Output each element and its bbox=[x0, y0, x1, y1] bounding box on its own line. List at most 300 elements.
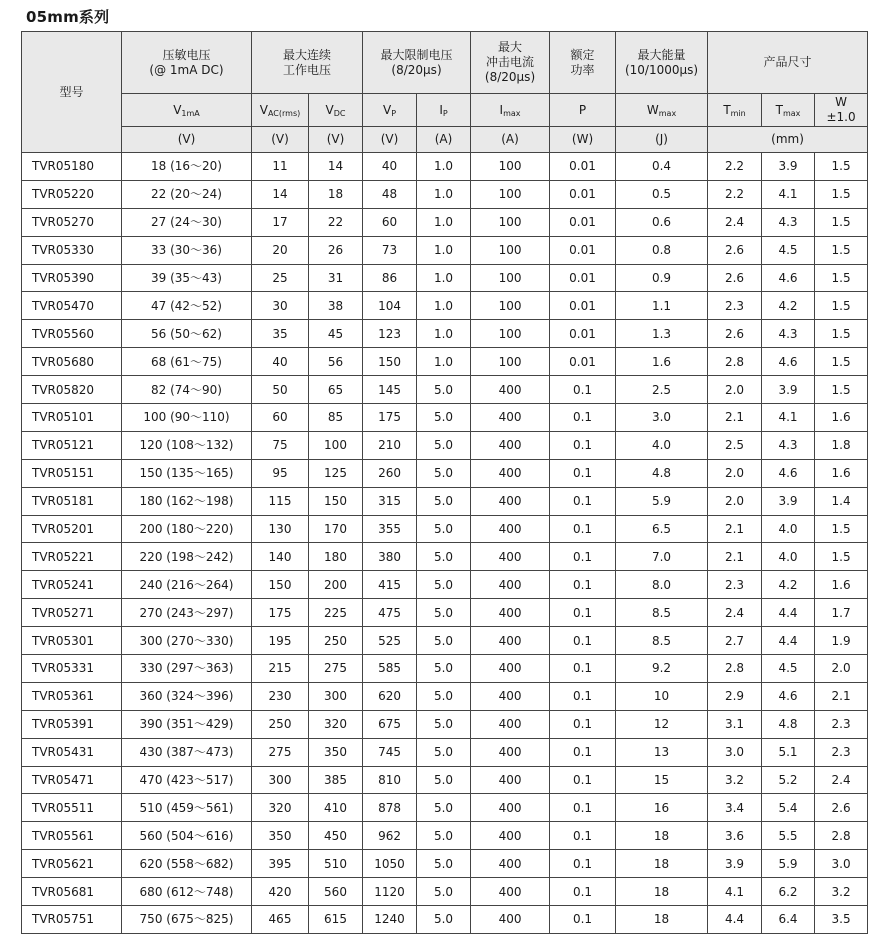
table-row bbox=[22, 627, 868, 655]
cell-width: 1.5 bbox=[815, 515, 868, 543]
cell-model: TVR05181 bbox=[22, 487, 122, 515]
cell-vac: 25 bbox=[252, 264, 309, 292]
cell-vdc: 56 bbox=[309, 348, 363, 376]
cell-vp: 745 bbox=[363, 738, 417, 766]
cell-model: TVR05330 bbox=[22, 236, 122, 264]
cell-model: TVR05471 bbox=[22, 766, 122, 794]
cell-energy: 18 bbox=[616, 822, 708, 850]
sym-tmin-sub: min bbox=[730, 108, 746, 118]
cell-power: 0.1 bbox=[550, 655, 616, 683]
cell-width: 1.5 bbox=[815, 348, 868, 376]
cell-imax: 400 bbox=[471, 571, 550, 599]
cell-ip: 1.0 bbox=[417, 264, 471, 292]
cell-vac: 40 bbox=[252, 348, 309, 376]
cell-varistor-voltage: 360 (324～396) bbox=[122, 682, 252, 710]
cell-tmax: 5.1 bbox=[762, 738, 815, 766]
cell-tmax: 5.9 bbox=[762, 850, 815, 878]
cell-vdc: 125 bbox=[309, 459, 363, 487]
cell-vp: 475 bbox=[363, 599, 417, 627]
cell-model: TVR05241 bbox=[22, 571, 122, 599]
cell-ip: 5.0 bbox=[417, 794, 471, 822]
cell-power: 0.1 bbox=[550, 738, 616, 766]
unit-imax: (A) bbox=[471, 127, 550, 153]
cell-energy: 3.0 bbox=[616, 404, 708, 432]
cell-vac: 11 bbox=[252, 153, 309, 181]
sym-tmax-sub: max bbox=[782, 108, 801, 118]
cell-ip: 5.0 bbox=[417, 850, 471, 878]
cell-energy: 5.9 bbox=[616, 487, 708, 515]
cell-energy: 18 bbox=[616, 906, 708, 934]
cell-vp: 60 bbox=[363, 208, 417, 236]
header-power-line2: 功率 bbox=[570, 62, 595, 77]
sym-vac-main: V bbox=[259, 102, 268, 117]
spec-table bbox=[21, 31, 868, 934]
cell-width: 2.3 bbox=[815, 738, 868, 766]
table-body bbox=[22, 153, 868, 934]
cell-imax: 100 bbox=[471, 292, 550, 320]
cell-tmax: 4.5 bbox=[762, 236, 815, 264]
table-row bbox=[22, 264, 868, 292]
cell-width: 1.5 bbox=[815, 180, 868, 208]
table-row bbox=[22, 710, 868, 738]
cell-varistor-voltage: 47 (42～52) bbox=[122, 292, 252, 320]
cell-energy: 1.1 bbox=[616, 292, 708, 320]
cell-varistor-voltage: 39 (35～43) bbox=[122, 264, 252, 292]
table-row bbox=[22, 487, 868, 515]
cell-width: 1.6 bbox=[815, 571, 868, 599]
cell-energy: 18 bbox=[616, 878, 708, 906]
cell-vac: 60 bbox=[252, 404, 309, 432]
cell-vdc: 350 bbox=[309, 738, 363, 766]
cell-vp: 315 bbox=[363, 487, 417, 515]
cell-imax: 400 bbox=[471, 822, 550, 850]
cell-width: 1.6 bbox=[815, 404, 868, 432]
cell-tmin: 3.0 bbox=[708, 738, 762, 766]
cell-power: 0.01 bbox=[550, 320, 616, 348]
cell-power: 0.1 bbox=[550, 459, 616, 487]
cell-ip: 1.0 bbox=[417, 180, 471, 208]
cell-varistor-voltage: 300 (270～330) bbox=[122, 627, 252, 655]
cell-vac: 50 bbox=[252, 376, 309, 404]
cell-vp: 525 bbox=[363, 627, 417, 655]
sym-ip-sub: P bbox=[442, 108, 448, 118]
cell-width: 1.5 bbox=[815, 292, 868, 320]
sym-tmax bbox=[762, 94, 815, 127]
cell-energy: 13 bbox=[616, 738, 708, 766]
cell-vp: 104 bbox=[363, 292, 417, 320]
cell-model: TVR05151 bbox=[22, 459, 122, 487]
cell-vdc: 65 bbox=[309, 376, 363, 404]
cell-energy: 0.5 bbox=[616, 180, 708, 208]
cell-tmax: 4.6 bbox=[762, 264, 815, 292]
cell-tmin: 2.3 bbox=[708, 571, 762, 599]
cell-energy: 4.8 bbox=[616, 459, 708, 487]
cell-ip: 5.0 bbox=[417, 906, 471, 934]
cell-varistor-voltage: 220 (198～242) bbox=[122, 543, 252, 571]
cell-ip: 5.0 bbox=[417, 543, 471, 571]
cell-model: TVR05431 bbox=[22, 738, 122, 766]
cell-width: 2.3 bbox=[815, 710, 868, 738]
header-max-cont-line2: 工作电压 bbox=[283, 62, 332, 77]
cell-power: 0.1 bbox=[550, 376, 616, 404]
cell-imax: 400 bbox=[471, 738, 550, 766]
cell-vdc: 560 bbox=[309, 878, 363, 906]
sym-vac-sub: AC(rms) bbox=[267, 108, 301, 118]
cell-vdc: 14 bbox=[309, 153, 363, 181]
cell-width: 2.1 bbox=[815, 682, 868, 710]
cell-vac: 300 bbox=[252, 766, 309, 794]
cell-tmin: 2.6 bbox=[708, 236, 762, 264]
cell-vp: 1050 bbox=[363, 850, 417, 878]
cell-energy: 16 bbox=[616, 794, 708, 822]
table-row bbox=[22, 376, 868, 404]
cell-vdc: 510 bbox=[309, 850, 363, 878]
cell-imax: 400 bbox=[471, 515, 550, 543]
table-row bbox=[22, 571, 868, 599]
cell-ip: 5.0 bbox=[417, 766, 471, 794]
cell-model: TVR05391 bbox=[22, 710, 122, 738]
cell-vdc: 18 bbox=[309, 180, 363, 208]
cell-energy: 8.5 bbox=[616, 599, 708, 627]
cell-power: 0.1 bbox=[550, 710, 616, 738]
table-row bbox=[22, 180, 868, 208]
cell-vdc: 410 bbox=[309, 794, 363, 822]
table-row bbox=[22, 208, 868, 236]
cell-vp: 145 bbox=[363, 376, 417, 404]
cell-imax: 100 bbox=[471, 264, 550, 292]
cell-power: 0.1 bbox=[550, 571, 616, 599]
sym-w-line1: W bbox=[835, 95, 847, 109]
cell-model: TVR05331 bbox=[22, 655, 122, 683]
cell-width: 2.8 bbox=[815, 822, 868, 850]
cell-imax: 400 bbox=[471, 710, 550, 738]
cell-tmin: 2.3 bbox=[708, 292, 762, 320]
cell-varistor-voltage: 33 (30～36) bbox=[122, 236, 252, 264]
cell-width: 1.5 bbox=[815, 320, 868, 348]
cell-model: TVR05271 bbox=[22, 599, 122, 627]
cell-vac: 275 bbox=[252, 738, 309, 766]
cell-imax: 400 bbox=[471, 627, 550, 655]
cell-vac: 75 bbox=[252, 431, 309, 459]
cell-model: TVR05561 bbox=[22, 822, 122, 850]
cell-vdc: 180 bbox=[309, 543, 363, 571]
header-max-cont-line1: 最大连续 bbox=[283, 47, 332, 62]
cell-vdc: 250 bbox=[309, 627, 363, 655]
cell-ip: 1.0 bbox=[417, 236, 471, 264]
sym-vp-sub: P bbox=[391, 108, 397, 118]
cell-width: 1.5 bbox=[815, 543, 868, 571]
cell-tmin: 2.8 bbox=[708, 348, 762, 376]
cell-vp: 86 bbox=[363, 264, 417, 292]
sym-vdc-sub: DC bbox=[333, 108, 346, 118]
cell-vp: 415 bbox=[363, 571, 417, 599]
cell-varistor-voltage: 240 (216～264) bbox=[122, 571, 252, 599]
cell-vp: 962 bbox=[363, 822, 417, 850]
cell-vdc: 170 bbox=[309, 515, 363, 543]
cell-tmax: 3.9 bbox=[762, 487, 815, 515]
unit-vp: (V) bbox=[363, 127, 417, 153]
cell-model: TVR05101 bbox=[22, 404, 122, 432]
cell-tmin: 2.4 bbox=[708, 599, 762, 627]
cell-tmax: 4.4 bbox=[762, 627, 815, 655]
cell-vdc: 450 bbox=[309, 822, 363, 850]
table-row bbox=[22, 153, 868, 181]
cell-vp: 585 bbox=[363, 655, 417, 683]
cell-power: 0.01 bbox=[550, 264, 616, 292]
cell-varistor-voltage: 200 (180～220) bbox=[122, 515, 252, 543]
cell-energy: 8.0 bbox=[616, 571, 708, 599]
sym-wmax bbox=[616, 94, 708, 127]
cell-vac: 175 bbox=[252, 599, 309, 627]
sym-w-line2: ±1.0 bbox=[826, 110, 856, 124]
cell-power: 0.1 bbox=[550, 794, 616, 822]
cell-vac: 195 bbox=[252, 627, 309, 655]
cell-energy: 15 bbox=[616, 766, 708, 794]
cell-tmax: 4.6 bbox=[762, 348, 815, 376]
cell-power: 0.1 bbox=[550, 431, 616, 459]
cell-power: 0.1 bbox=[550, 878, 616, 906]
cell-power: 0.1 bbox=[550, 543, 616, 571]
table-row bbox=[22, 348, 868, 376]
cell-tmin: 4.1 bbox=[708, 878, 762, 906]
header-surge-line2: 冲击电流 bbox=[486, 55, 535, 69]
header-clamp-line2: (8/20μs) bbox=[391, 62, 442, 77]
cell-vac: 215 bbox=[252, 655, 309, 683]
cell-tmin: 2.2 bbox=[708, 180, 762, 208]
cell-power: 0.1 bbox=[550, 682, 616, 710]
cell-tmax: 4.3 bbox=[762, 208, 815, 236]
cell-model: TVR05121 bbox=[22, 431, 122, 459]
page-title: 05mm系列 bbox=[26, 8, 110, 26]
cell-vac: 250 bbox=[252, 710, 309, 738]
cell-vdc: 31 bbox=[309, 264, 363, 292]
unit-v1ma: (V) bbox=[122, 127, 252, 153]
cell-varistor-voltage: 68 (61～75) bbox=[122, 348, 252, 376]
cell-vp: 40 bbox=[363, 153, 417, 181]
cell-tmax: 4.6 bbox=[762, 459, 815, 487]
table-row bbox=[22, 682, 868, 710]
cell-energy: 0.9 bbox=[616, 264, 708, 292]
unit-vdc: (V) bbox=[309, 127, 363, 153]
cell-varistor-voltage: 270 (243～297) bbox=[122, 599, 252, 627]
cell-vp: 675 bbox=[363, 710, 417, 738]
header-dimensions: 产品尺寸 bbox=[708, 32, 868, 94]
cell-ip: 5.0 bbox=[417, 822, 471, 850]
cell-imax: 100 bbox=[471, 208, 550, 236]
cell-model: TVR05681 bbox=[22, 878, 122, 906]
cell-tmin: 2.1 bbox=[708, 404, 762, 432]
cell-energy: 2.5 bbox=[616, 376, 708, 404]
sym-imax bbox=[471, 94, 550, 127]
cell-energy: 0.6 bbox=[616, 208, 708, 236]
cell-ip: 1.0 bbox=[417, 153, 471, 181]
table-row bbox=[22, 431, 868, 459]
cell-vdc: 85 bbox=[309, 404, 363, 432]
header-varistor-voltage-line2: (@ 1mA DC) bbox=[149, 62, 224, 77]
cell-imax: 400 bbox=[471, 404, 550, 432]
cell-vdc: 225 bbox=[309, 599, 363, 627]
cell-vac: 465 bbox=[252, 906, 309, 934]
cell-width: 2.0 bbox=[815, 655, 868, 683]
cell-power: 0.1 bbox=[550, 766, 616, 794]
cell-varistor-voltage: 22 (20～24) bbox=[122, 180, 252, 208]
cell-imax: 400 bbox=[471, 906, 550, 934]
unit-vac: (V) bbox=[252, 127, 309, 153]
cell-tmax: 6.2 bbox=[762, 878, 815, 906]
cell-ip: 5.0 bbox=[417, 627, 471, 655]
cell-width: 1.5 bbox=[815, 264, 868, 292]
cell-energy: 18 bbox=[616, 850, 708, 878]
cell-vp: 810 bbox=[363, 766, 417, 794]
cell-vp: 1240 bbox=[363, 906, 417, 934]
header-surge-current bbox=[471, 32, 550, 94]
table-row bbox=[22, 404, 868, 432]
table-row bbox=[22, 738, 868, 766]
cell-tmax: 4.4 bbox=[762, 599, 815, 627]
cell-model: TVR05680 bbox=[22, 348, 122, 376]
cell-energy: 1.6 bbox=[616, 348, 708, 376]
cell-model: TVR05221 bbox=[22, 543, 122, 571]
cell-varistor-voltage: 27 (24～30) bbox=[122, 208, 252, 236]
cell-tmax: 4.3 bbox=[762, 320, 815, 348]
cell-tmin: 2.9 bbox=[708, 682, 762, 710]
cell-model: TVR05621 bbox=[22, 850, 122, 878]
table-row bbox=[22, 794, 868, 822]
cell-vdc: 300 bbox=[309, 682, 363, 710]
cell-tmin: 2.5 bbox=[708, 431, 762, 459]
cell-tmin: 2.6 bbox=[708, 264, 762, 292]
sym-imax-main: I bbox=[499, 102, 504, 117]
cell-width: 3.0 bbox=[815, 850, 868, 878]
cell-tmax: 4.6 bbox=[762, 682, 815, 710]
unit-wmax: (J) bbox=[616, 127, 708, 153]
cell-power: 0.1 bbox=[550, 627, 616, 655]
sym-w bbox=[815, 94, 868, 127]
cell-ip: 1.0 bbox=[417, 208, 471, 236]
cell-vp: 73 bbox=[363, 236, 417, 264]
cell-tmax: 3.9 bbox=[762, 153, 815, 181]
cell-power: 0.1 bbox=[550, 599, 616, 627]
cell-power: 0.01 bbox=[550, 208, 616, 236]
header-energy-line2: (10/1000μs) bbox=[624, 62, 699, 77]
cell-power: 0.01 bbox=[550, 292, 616, 320]
table-row bbox=[22, 655, 868, 683]
cell-varistor-voltage: 470 (423～517) bbox=[122, 766, 252, 794]
cell-tmin: 3.4 bbox=[708, 794, 762, 822]
cell-energy: 12 bbox=[616, 710, 708, 738]
cell-vac: 95 bbox=[252, 459, 309, 487]
cell-vac: 20 bbox=[252, 236, 309, 264]
table-row bbox=[22, 459, 868, 487]
cell-width: 1.5 bbox=[815, 376, 868, 404]
cell-energy: 6.5 bbox=[616, 515, 708, 543]
cell-tmin: 2.7 bbox=[708, 627, 762, 655]
cell-ip: 5.0 bbox=[417, 599, 471, 627]
cell-width: 1.5 bbox=[815, 236, 868, 264]
cell-varistor-voltage: 180 (162～198) bbox=[122, 487, 252, 515]
cell-vac: 230 bbox=[252, 682, 309, 710]
cell-width: 1.5 bbox=[815, 153, 868, 181]
cell-varistor-voltage: 330 (297～363) bbox=[122, 655, 252, 683]
cell-ip: 5.0 bbox=[417, 571, 471, 599]
cell-tmax: 4.3 bbox=[762, 431, 815, 459]
cell-width: 2.4 bbox=[815, 766, 868, 794]
cell-tmax: 3.9 bbox=[762, 376, 815, 404]
cell-tmin: 3.1 bbox=[708, 710, 762, 738]
cell-imax: 100 bbox=[471, 180, 550, 208]
sym-vdc-main: V bbox=[325, 102, 334, 117]
cell-vp: 380 bbox=[363, 543, 417, 571]
cell-tmax: 4.0 bbox=[762, 515, 815, 543]
cell-vac: 420 bbox=[252, 878, 309, 906]
sym-imax-sub: max bbox=[503, 108, 521, 118]
spec-table-container bbox=[21, 31, 868, 934]
cell-varistor-voltage: 56 (50～62) bbox=[122, 320, 252, 348]
cell-width: 1.6 bbox=[815, 459, 868, 487]
cell-model: TVR05560 bbox=[22, 320, 122, 348]
sym-v1ma-main: V bbox=[173, 102, 182, 117]
cell-width: 1.9 bbox=[815, 627, 868, 655]
sym-v1ma-sub: 1mA bbox=[181, 108, 200, 118]
cell-vp: 355 bbox=[363, 515, 417, 543]
cell-energy: 0.8 bbox=[616, 236, 708, 264]
table-row bbox=[22, 292, 868, 320]
cell-tmin: 4.4 bbox=[708, 906, 762, 934]
cell-tmax: 4.2 bbox=[762, 571, 815, 599]
cell-model: TVR05511 bbox=[22, 794, 122, 822]
cell-width: 3.5 bbox=[815, 906, 868, 934]
cell-imax: 400 bbox=[471, 850, 550, 878]
table-row bbox=[22, 906, 868, 934]
cell-vdc: 200 bbox=[309, 571, 363, 599]
cell-tmax: 4.1 bbox=[762, 180, 815, 208]
unit-p: (W) bbox=[550, 127, 616, 153]
cell-power: 0.1 bbox=[550, 822, 616, 850]
cell-model: TVR05180 bbox=[22, 153, 122, 181]
cell-tmax: 6.4 bbox=[762, 906, 815, 934]
cell-imax: 400 bbox=[471, 878, 550, 906]
cell-width: 2.6 bbox=[815, 794, 868, 822]
cell-ip: 5.0 bbox=[417, 655, 471, 683]
cell-vac: 140 bbox=[252, 543, 309, 571]
table-row bbox=[22, 320, 868, 348]
cell-tmax: 5.5 bbox=[762, 822, 815, 850]
sym-wmax-sub: max bbox=[658, 108, 677, 118]
cell-energy: 7.0 bbox=[616, 543, 708, 571]
cell-varistor-voltage: 620 (558～682) bbox=[122, 850, 252, 878]
cell-varistor-voltage: 390 (351～429) bbox=[122, 710, 252, 738]
header-varistor-voltage-line1: 压敏电压 bbox=[162, 47, 211, 62]
table-row bbox=[22, 822, 868, 850]
cell-imax: 400 bbox=[471, 376, 550, 404]
sym-vdc bbox=[309, 94, 363, 127]
cell-vac: 14 bbox=[252, 180, 309, 208]
cell-width: 3.2 bbox=[815, 878, 868, 906]
cell-vp: 175 bbox=[363, 404, 417, 432]
cell-width: 1.8 bbox=[815, 431, 868, 459]
cell-tmin: 3.9 bbox=[708, 850, 762, 878]
cell-model: TVR05301 bbox=[22, 627, 122, 655]
cell-ip: 5.0 bbox=[417, 487, 471, 515]
cell-vac: 130 bbox=[252, 515, 309, 543]
cell-vac: 30 bbox=[252, 292, 309, 320]
cell-power: 0.1 bbox=[550, 850, 616, 878]
header-max-continuous-voltage bbox=[252, 32, 363, 94]
cell-vdc: 320 bbox=[309, 710, 363, 738]
cell-imax: 100 bbox=[471, 153, 550, 181]
cell-tmin: 2.1 bbox=[708, 515, 762, 543]
cell-ip: 5.0 bbox=[417, 682, 471, 710]
